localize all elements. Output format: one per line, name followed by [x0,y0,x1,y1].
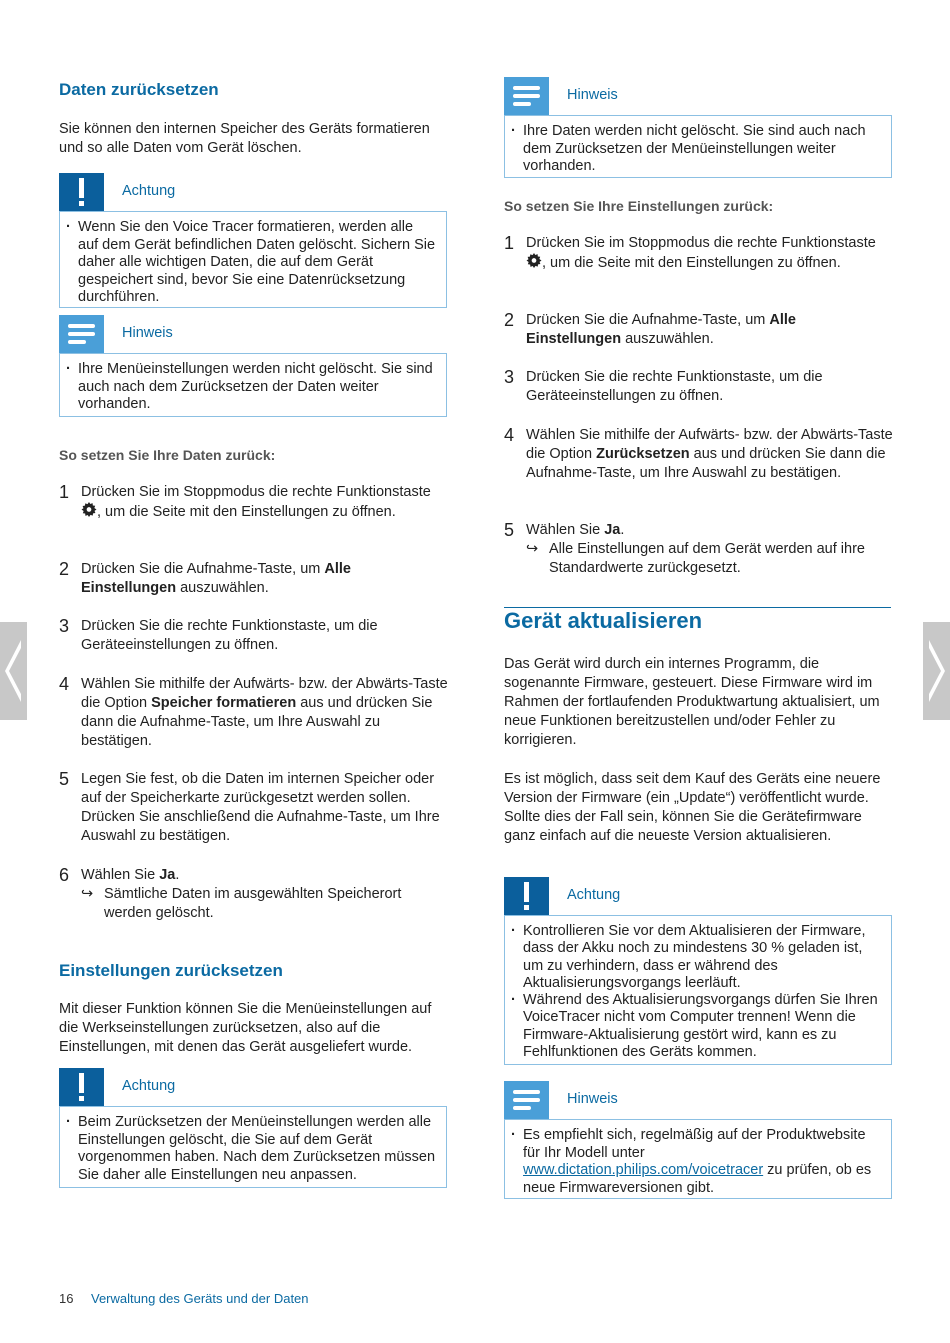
step-text: Drücken Sie im Stoppmodus die rechte Funktionstaste , um die Seite mit den Einstellungen zu öffnen. [526,235,876,271]
step-number: 1 [59,482,70,502]
step-text: Wählen Sie mithilfe der Aufwärts- bzw. der Abwärts-Taste die Option Speicher formatieren aus und drücken Sie dann die Aufnahme-Taste, um Ihre Auswahl zu bestätigen. [81,676,448,749]
chevron-right-icon [923,622,950,720]
note-text: · Ihre Menüeinstellungen werden nicht gelöscht. Sie sind auch nach dem Zurücksetzen der Daten weiter vorhanden. [78,361,436,414]
note-lines-icon [504,1081,549,1119]
note-title: Hinweis [122,325,173,341]
step-result: ↪ Sämtliche Daten im ausgewählten Speicherort werden gelöscht. [81,886,402,921]
footer-section-title: Verwaltung des Geräts und der Daten [91,1291,309,1306]
note-box [504,1119,892,1199]
caution-callout-reset-data [59,173,447,308]
section-title-update: Gerät aktualisieren [504,608,703,633]
step-text: Drücken Sie die rechte Funktionstaste, um die Geräteeinstellungen zu öffnen. [526,369,823,404]
arrow-result-icon: ↪ [81,886,94,902]
caution-title: Achtung [122,1078,176,1094]
step-number: 2 [59,559,70,579]
exclamation-icon [504,877,549,915]
step-result: ↪ Alle Einstellungen auf dem Gerät werden auf ihre Standardwerte zurückgesetzt. [526,541,865,576]
step-text: Drücken Sie im Stoppmodus die rechte Funktionstaste , um die Seite mit den Einstellungen zu öffnen. [81,484,431,520]
step-number: 1 [504,233,515,253]
note-text: · Ihre Daten werden nicht gelöscht. Sie sind auch nach dem Zurücksetzen der Menüeinstellungen weiter vorhanden. [523,123,881,176]
caution-item: · Während des Aktualisierungsvorgangs dürfen Sie Ihren VoiceTracer nicht vom Computer trennen! Wenn die Firmware-Aktualisierung gestört wird, kann es zu Fehlfunktionen des Geräts kommen. [523,992,881,1061]
step-number: 4 [504,425,515,445]
next-page-tab[interactable] [923,622,950,720]
exclamation-icon [59,1068,104,1106]
section-title-reset-settings: Einstellungen zurücksetzen [59,961,283,980]
caution-box [504,915,892,1065]
step-text: Wählen Sie Ja. ↪ Alle Einstellungen auf dem Gerät werden auf ihre Standardwerte zurückgesetzt. [526,521,894,578]
caution-title: Achtung [122,183,176,199]
step-number: 4 [59,674,70,694]
step-number: 3 [59,616,70,636]
exclamation-icon [59,173,104,211]
arrow-result-icon: ↪ [526,541,539,557]
page-number: 16 [59,1291,74,1306]
caution-title: Achtung [567,887,621,903]
step-text: Drücken Sie die Aufnahme-Taste, um Alle Einstellungen auszuwählen. [526,312,796,347]
gear-icon [81,502,97,517]
step-text: Drücken Sie die Aufnahme-Taste, um Alle Einstellungen auszuwählen. [81,561,351,596]
note-title: Hinweis [567,1091,618,1107]
chevron-left-icon [0,622,27,720]
caution-text: · Beim Zurücksetzen der Menüeinstellungen werden alle Einstellungen gelöscht, die Sie auf dem Gerät vorgenommen haben. Nach dem Zurücksetzen müssen Sie daher alle Einstellungen neu anpassen. [78,1114,436,1184]
step-text: Wählen Sie Ja. ↪ Sämtliche Daten im ausgewählten Speicherort werden gelöscht. [81,866,449,923]
caution-callout-update [504,877,892,1065]
gear-icon [526,253,542,268]
caution-callout-reset-settings [59,1068,447,1188]
reset-data-intro: Sie können den internen Speicher des Geräts formatieren und so alle Daten vom Gerät löschen. [59,121,430,156]
firmware-website-link[interactable]: www.dictation.philips.com/voicetracer [523,1162,764,1178]
note-callout-reset-data [59,315,447,417]
caution-item: · Kontrollieren Sie vor dem Aktualisieren der Firmware, dass der Akku noch zu mindestens 30 % geladen ist, um zu verhindern, dass er während des Aktualisierungsvorgangs leerläuft. [523,923,881,992]
steps-heading-reset-settings: So setzen Sie Ihre Einstellungen zurück: [504,198,774,214]
update-paragraph-2: Es ist möglich, dass seit dem Kauf des Geräts eine neuere Version der Firmware (ein „Update“) veröffentlicht wurde. Sollte dies der Fall sein, können Sie die Gerätefirmware ganz einfach auf die neueste Version aktualisieren. [504,771,881,844]
note-box [59,353,447,417]
prev-page-tab[interactable] [0,622,27,720]
step-text: Wählen Sie mithilfe der Aufwärts- bzw. der Abwärts-Taste die Option Zurücksetzen aus und drücken Sie dann die Aufnahme-Taste, um Ihre Auswahl zu bestätigen. [526,427,893,481]
section-title-reset-data: Daten zurücksetzen [59,80,219,99]
note-title: Hinweis [567,87,618,103]
step-number: 3 [504,367,515,387]
note-box [504,115,892,178]
update-paragraph-1: Das Gerät wird durch ein internes Programm, die sogenannte Firmware, gesteuert. Diese Firmware wird im Rahmen der fortlaufenden Produktwartung aktualisiert, um neue Funktionen bereitzustellen und/oder Fehler zu korrigieren. [504,656,880,748]
step-number: 6 [59,865,70,885]
step-number: 5 [504,520,515,540]
step-text: Legen Sie fest, ob die Daten im internen Speicher oder auf der Speicherkarte zurückgesetzt werden sollen. Drücken Sie anschließend die Aufnahme-Taste, um Ihre Auswahl zu bestätigen. [81,771,440,844]
note-lines-icon [504,77,549,115]
caution-text: · Wenn Sie den Voice Tracer formatieren, werden alle auf dem Gerät befindlichen Daten gelöscht. Sichern Sie daher alle wichtigen Daten, die auf dem Gerät gespeichert sind, bevor Sie eine Datenrücksetzung durchführen. [78,219,436,307]
caution-box [59,1106,447,1188]
step-text: Drücken Sie die rechte Funktionstaste, um die Geräteeinstellungen zu öffnen. [81,618,378,653]
step-number: 5 [59,769,70,789]
step-number: 2 [504,310,515,330]
note-text: · Es empfiehlt sich, regelmäßig auf der Produktwebsite für Ihr Modell unter www.dictation.philips.com/voicetracer zu prüfen, ob es neue Firmwareversionen gibt. [523,1127,881,1197]
note-callout-reset-settings [504,77,892,178]
reset-settings-intro: Mit dieser Funktion können Sie die Menüeinstellungen auf die Werkseinstellungen zurücksetzen, also auf die Einstellungen, mit denen das Gerät ausgeliefert wurde. [59,1001,432,1055]
note-lines-icon [59,315,104,353]
steps-heading-reset-data: So setzen Sie Ihre Daten zurück: [59,447,276,463]
caution-box [59,211,447,308]
note-callout-update [504,1081,892,1199]
